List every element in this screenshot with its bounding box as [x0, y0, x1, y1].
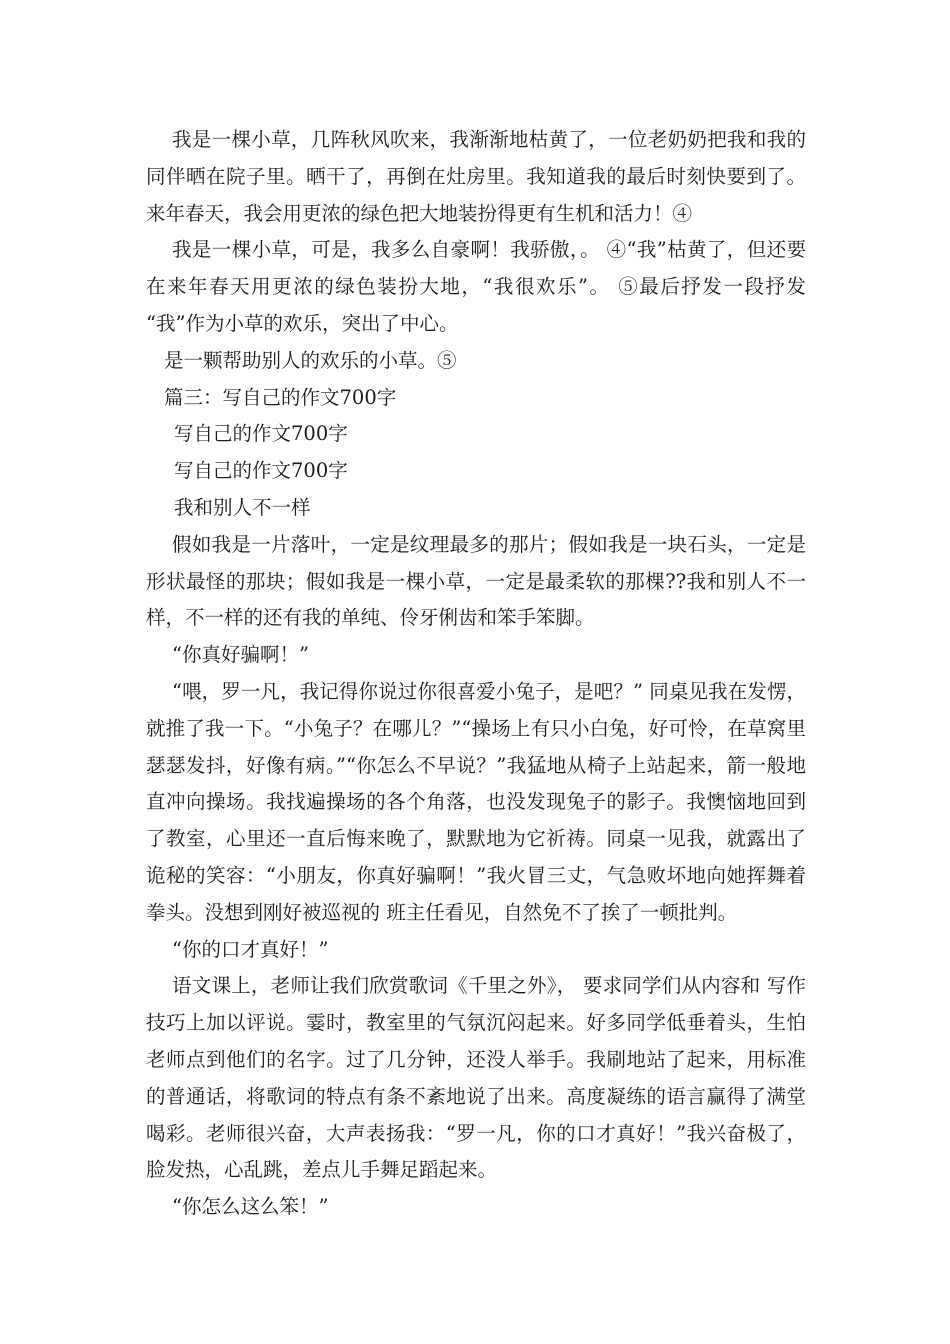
paragraph-grass-proud: 我是一棵小草，可是，我多么自豪啊！我骄傲，。 ④“我”枯黄了，但还要在来年春天用更浓的绿色装扮大地，“我很欢乐”。 ⑤最后抒发一段抒发 “我”作为小草的欢乐，突出了中心。: [146, 238, 806, 335]
paragraph-chinese-class: 语文课上，老师让我们欣赏歌词《千里之外》， 要求同学们从内容和 写作技巧上加以评说。霎时，教室里的气氛沉闷起来。好多同学低垂着头，生怕老师点到他们的名字。过了几分钟，还没人举手。我刷地站了起来，用标准的普通话，将歌词的特点有条不紊地说了出来。高度凝练的语言赢得了满堂喝彩。老师很兴奋，大声表扬我：“罗一凡，你的口才真好！”我兴奋极了，脸发热，心乱跳，差点儿手舞足蹈起来。: [146, 974, 806, 1182]
quote-heading-gullible: “你真好骗啊！”: [172, 643, 309, 667]
document-body: [146, 122, 806, 1226]
paragraph-grass-helping: 是一颗帮助别人的欢乐的小草。⑤: [164, 348, 457, 372]
essay-title-repeat: 写自己的作文700字: [174, 459, 348, 483]
quote-heading-clumsy: “你怎么这么笨！”: [172, 1195, 329, 1219]
essay-subtitle: 我和别人不一样: [174, 495, 311, 519]
essay-title: 写自己的作文700字: [174, 422, 348, 446]
quote-heading-eloquence: “你的口才真好！”: [172, 937, 329, 961]
paragraph-different: 假如我是一片落叶，一定是纹理最多的那片；假如我是一块石头，一定是形状最怪的那块；假如我是一棵小草，一定是最柔软的那棵??我和别人不一样，不一样的还有我的单纯、伶牙俐齿和笨手笨脚。: [146, 532, 806, 630]
paragraph-grass-autumn: 我是一棵小草，几阵秋风吹来，我渐渐地枯黄了，一位老奶奶把我和我的同伴晒在院子里。晒干了，再倒在灶房里。我知道我的最后时刻快要到了。来年春天，我会用更浓的绿色把大地装扮得更有生机和活力！④: [146, 128, 806, 225]
paragraph-rabbit-story: “喂，罗一凡，我记得你说过你很喜爱小兔子，是吧？” 同桌见我在发愣，就推了我一下。“小兔子？在哪儿？”“操场上有只小白兔，好可怜，在草窝里瑟瑟发抖，好像有病。”“你怎么不早说？”我猛地从椅子上站起来，箭一般地直冲向操场。我找遍操场的各个角落，也没发现兔子的影子。我懊恼地回到了教室，心里还一直后悔来晚了，默默地为它祈祷。同桌一见我，就露出了诡秘的笑容：“小朋友，你真好骗啊！”我火冒三丈，气急败坏地向她挥舞着拳头。没想到刚好被巡视的 班主任看见，自然免不了挨了一顿批判。: [146, 679, 806, 924]
section-heading: 篇三：写自己的作文700字: [164, 385, 397, 409]
